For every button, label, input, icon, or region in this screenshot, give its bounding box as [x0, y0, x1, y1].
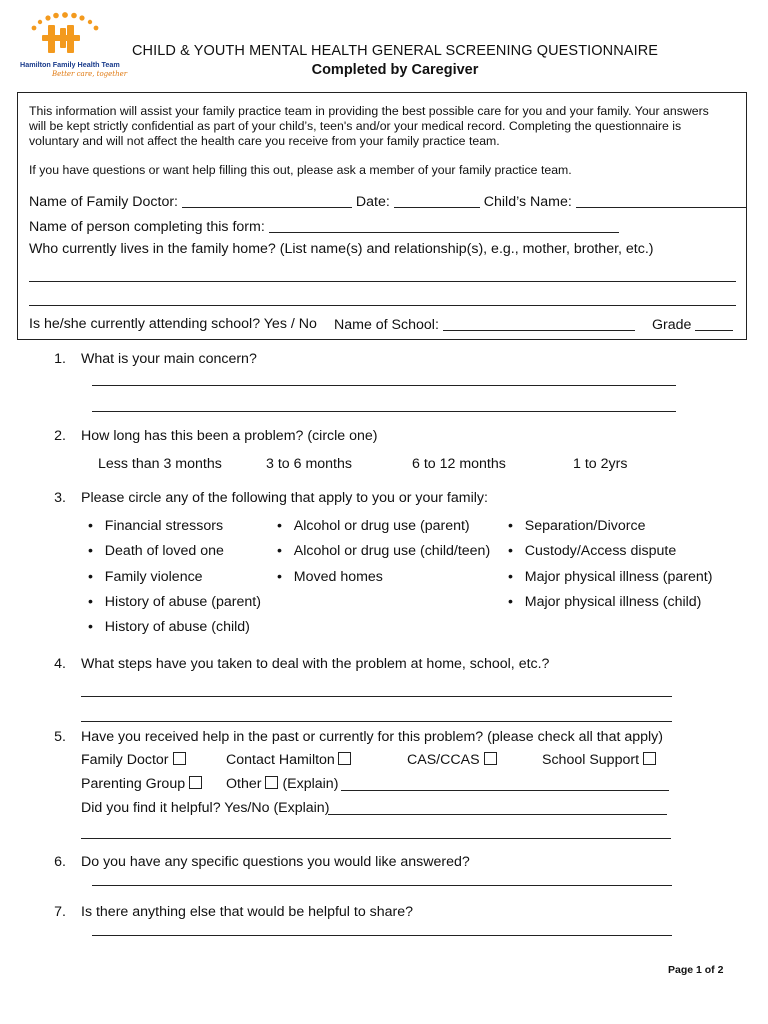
q2-option-3-to-6-months[interactable]: 3 to 6 months	[266, 456, 352, 472]
q3-item-separation-divorce[interactable]: • Separation/Divorce	[508, 518, 646, 534]
q3-item-death-of-loved-one[interactable]: • Death of loved one	[88, 543, 224, 559]
q2-option-1-to-2yrs[interactable]: 1 to 2yrs	[573, 456, 628, 472]
intro-line-1: This information will assist your family practice team in providing the best possible care for you and your family. Your answers	[29, 104, 709, 118]
q5-option-school-support[interactable]: School Support	[542, 752, 656, 768]
date-input[interactable]	[394, 193, 480, 208]
lives-label: Who currently lives in the family home? (List name(s) and relationship(s), e.g., mother, brother, etc.)	[29, 241, 654, 257]
logo-org-name: Hamilton Family Health Team	[20, 60, 120, 69]
q3-item-history-of-abuse-child[interactable]: • History of abuse (child)	[88, 619, 250, 635]
school-name-input[interactable]	[443, 316, 635, 331]
q6-text: Do you have any specific questions you would like answered?	[81, 854, 470, 870]
q3-item-moved-homes[interactable]: • Moved homes	[277, 569, 383, 585]
q2-option-6-to-12-months[interactable]: 6 to 12 months	[412, 456, 506, 472]
q2-number: 2.	[54, 428, 66, 444]
intro-line-4: If you have questions or want help filling this out, please ask a member of your family practice team.	[29, 163, 572, 177]
q3-item-major-illness-child[interactable]: • Major physical illness (child)	[508, 594, 702, 610]
q7-text: Is there anything else that would be helpful to share?	[81, 904, 414, 920]
q5-option-family-doctor[interactable]: Family Doctor	[81, 752, 186, 768]
grade-row	[652, 316, 733, 333]
page-number: Page 1 of 2	[668, 964, 724, 976]
intro-line-2: will be kept strictly confidential as part of your child’s, teen's and/or your medical record. Completing the questionnaire is	[29, 119, 682, 133]
q1-number: 1.	[54, 351, 66, 367]
q5-text: Have you received help in the past or currently for this problem? (please check all that apply)	[81, 729, 663, 745]
child-name-label: Child’s Name:	[483, 194, 572, 210]
other-explain-input[interactable]	[341, 790, 669, 791]
school-question: Is he/she currently attending school? Yes / No	[29, 316, 317, 332]
child-name-input[interactable]	[576, 193, 746, 208]
person-field-row	[29, 218, 619, 235]
q3-item-major-illness-parent[interactable]: • Major physical illness (parent)	[508, 569, 713, 585]
q5-option-cas-ccas[interactable]: CAS/CCAS	[407, 752, 497, 768]
logo-tagline: Better care, together	[52, 70, 128, 78]
doctor-name-input[interactable]	[182, 193, 352, 208]
q6-number: 6.	[54, 854, 66, 870]
page-title: CHILD & YOUTH MENTAL HEALTH GENERAL SCREENING QUESTIONNAIRE	[131, 43, 659, 59]
other-checkbox[interactable]	[265, 776, 278, 789]
q3-item-family-violence[interactable]: • Family violence	[88, 569, 203, 585]
q3-item-financial-stressors[interactable]: • Financial stressors	[88, 518, 224, 534]
q3-item-alcohol-drug-parent[interactable]: • Alcohol or drug use (parent)	[277, 518, 470, 534]
person-label: Name of person completing this form:	[29, 219, 265, 235]
q4-answer-line-1[interactable]	[81, 696, 672, 697]
school-row	[29, 316, 317, 332]
q6-answer-line[interactable]	[92, 885, 672, 886]
q3-item-alcohol-drug-child[interactable]: • Alcohol or drug use (child/teen)	[277, 543, 491, 559]
grade-label: Grade	[652, 317, 692, 333]
q3-text: Please circle any of the following that apply to you or your family:	[81, 490, 488, 506]
q7-number: 7.	[54, 904, 66, 920]
q5-option-other[interactable]: Other (Explain)	[226, 776, 339, 792]
school-name-label: Name of School:	[334, 317, 439, 333]
q3-number: 3.	[54, 490, 66, 506]
doctor-label: Name of Family Doctor:	[29, 194, 179, 210]
q5-number: 5.	[54, 729, 66, 745]
q3-item-custody-access[interactable]: • Custody/Access dispute	[508, 543, 677, 559]
q7-answer-line[interactable]	[92, 935, 672, 936]
doctor-field-row	[29, 193, 746, 210]
q5-helpful-input-line-2[interactable]	[81, 838, 671, 839]
q2-text: How long has this been a problem? (circle one)	[81, 428, 378, 444]
page-subtitle: Completed by Caregiver	[311, 62, 479, 78]
other-explain-label: (Explain)	[282, 776, 339, 792]
q1-text: What is your main concern?	[81, 351, 257, 367]
contact-hamilton-checkbox[interactable]	[338, 752, 351, 765]
grade-input[interactable]	[695, 316, 733, 331]
q2-option-less-than-3-months[interactable]: Less than 3 months	[98, 456, 222, 472]
q4-answer-line-2[interactable]	[81, 721, 672, 722]
date-label: Date:	[355, 194, 390, 210]
cas-ccas-checkbox[interactable]	[484, 752, 497, 765]
parenting-group-checkbox[interactable]	[189, 776, 202, 789]
q5-option-contact-hamilton[interactable]: Contact Hamilton	[226, 752, 351, 768]
person-name-input[interactable]	[269, 218, 619, 233]
q5-option-parenting-group[interactable]: Parenting Group	[81, 776, 202, 792]
q1-answer-line-2[interactable]	[92, 411, 676, 412]
lives-input-line-2[interactable]	[29, 305, 736, 306]
q5-helpful-label: Did you find it helpful? Yes/No (Explain)	[81, 800, 330, 816]
family-doctor-checkbox[interactable]	[173, 752, 186, 765]
q4-text: What steps have you taken to deal with the problem at home, school, etc.?	[81, 656, 550, 672]
intro-line-3: voluntary and will not affect the health care you receive from your family practice team.	[29, 134, 500, 148]
school-support-checkbox[interactable]	[643, 752, 656, 765]
q4-number: 4.	[54, 656, 66, 672]
intro-box	[17, 92, 747, 340]
lives-input-line-1[interactable]	[29, 281, 736, 282]
q5-helpful-input[interactable]	[328, 814, 667, 815]
q1-answer-line-1[interactable]	[92, 385, 676, 386]
school-name-row	[334, 316, 635, 333]
q3-item-history-of-abuse-parent[interactable]: • History of abuse (parent)	[88, 594, 261, 610]
